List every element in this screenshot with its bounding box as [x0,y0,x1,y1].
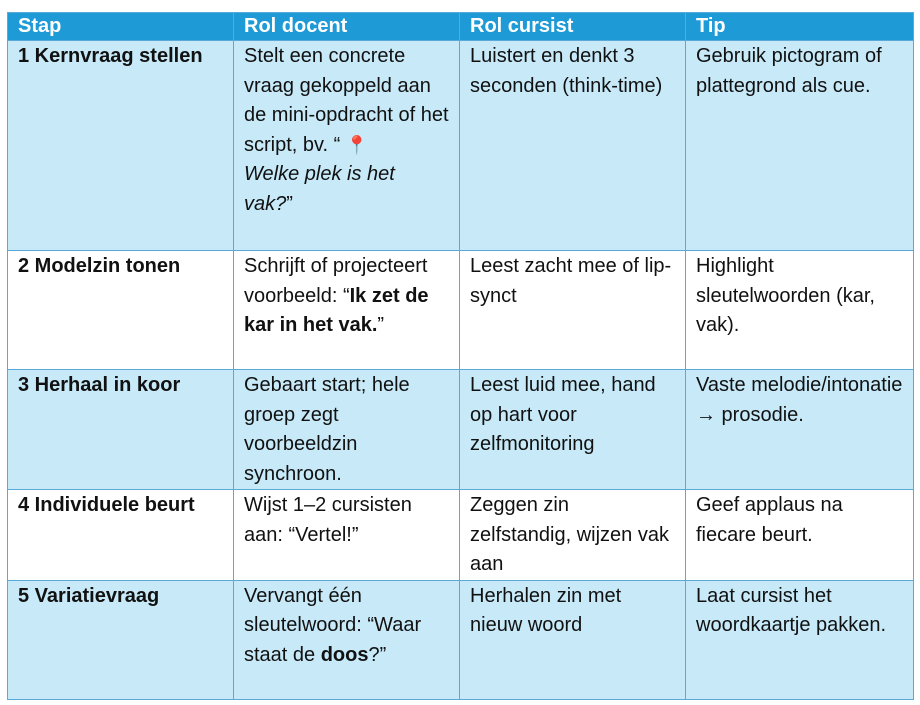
table-row [8,370,914,490]
cursist-cell: Leest luid mee, hand op hart voor zelfmonitoring [460,370,686,490]
docent-cell: Gebaart start; hele groep zegt voorbeeldzin synchroon. [234,370,460,490]
tip-cell: Gebruik pictogram of plattegrond als cue. [686,41,914,251]
cursist-cell: Luistert en denkt 3 seconden (think-time) [460,41,686,251]
docent-italic: Welke plek is het vak? [244,163,395,215]
tip-cell: Highlight sleutelwoorden (kar, vak). [686,251,914,370]
lesson-steps-table [7,12,914,700]
table-row [8,251,914,370]
pushpin-icon: 📍 [345,134,369,156]
docent-cell [234,580,460,699]
docent-end: ” [377,314,385,336]
docent-bold: Ik zet de kar in het vak. [244,284,429,336]
step-cell: 2 Modelzin tonen [8,251,234,370]
tip-cell: Laat cursist het woordkaartje pakken. [686,580,914,699]
header-tip: Tip [686,13,914,41]
step-cell: 1 Kernvraag stellen [8,41,234,251]
cursist-cell: Leest zacht mee of lip-synct [460,251,686,370]
table-row [8,41,914,251]
header-rol-docent: Rol docent [234,13,460,41]
docent-cell: Wijst 1–2 cursisten aan: “Vertel!” [234,490,460,581]
tip-cell: Geef applaus na fiecare beurt. [686,490,914,581]
table-row [8,580,914,699]
tip-cell: Vaste melodie/intonatie → prosodie. [686,370,914,490]
header-stap: Stap [8,13,234,41]
step-cell: 3 Herhaal in koor [8,370,234,490]
docent-end: ” [286,192,293,215]
docent-end: ?” [368,643,387,666]
docent-cell [234,251,460,370]
cursist-cell: Zeggen zin zelfstandig, wijzen vak aan [460,490,686,581]
table-row [8,490,914,581]
cursist-cell: Herhalen zin met nieuw woord [460,580,686,699]
docent-cell [234,41,460,251]
docent-text: Vervangt één sleutelwoord: “Waar staat de [244,584,422,666]
step-cell: 4 Individuele beurt [8,490,234,581]
docent-bold: doos [320,643,369,666]
step-cell: 5 Variatievraag [8,580,234,699]
header-rol-cursist: Rol cursist [460,13,686,41]
docent-text: Schrijft of projecteert voorbeeld: “ [244,255,428,307]
header-row [8,13,914,41]
docent-text: Stelt een concrete vraag gekoppeld aan de mini-opdracht of het script, bv. “ [244,45,449,156]
